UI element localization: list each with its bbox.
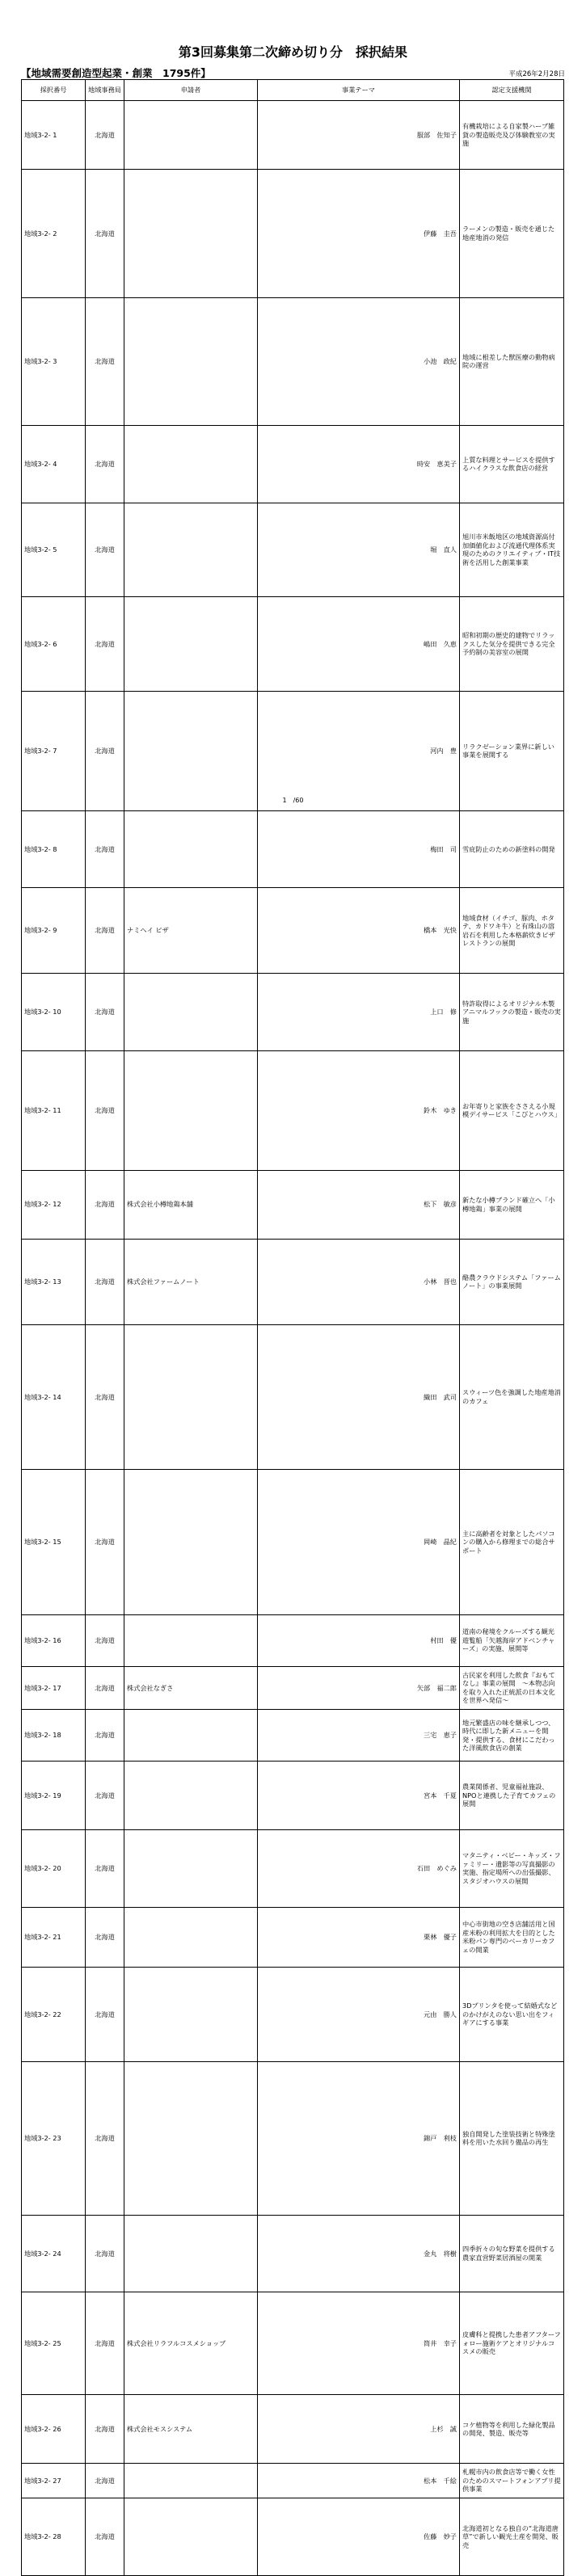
cell-organization xyxy=(124,503,258,597)
cell-office: 北海道 xyxy=(86,2498,124,2576)
page-number: 1 /60 xyxy=(282,797,304,804)
table-row xyxy=(22,2061,564,2215)
table-row xyxy=(22,1324,564,1470)
cell-person: 宮本 千夏 xyxy=(258,1762,460,1830)
cell-organization xyxy=(124,597,258,692)
cell-theme: マタニティ・ベビー・キッズ・ファミリー・遺影等の写真撮影の実施、指定場所への出張撮影、スタジオハウスの展開 xyxy=(460,1830,564,1908)
cell-person: 時安 恵美子 xyxy=(258,426,460,503)
cell-office: 北海道 xyxy=(86,1666,124,1710)
table-row xyxy=(22,1907,564,1968)
cell-office: 北海道 xyxy=(86,691,124,810)
table-row xyxy=(22,1470,564,1615)
cell-person: 鈴木 ゆき xyxy=(258,1050,460,1170)
cell-organization: 株式会社リラフルコスメショップ xyxy=(124,2292,258,2395)
cell-number: 地域3-2- 14 xyxy=(22,1324,86,1470)
cell-number: 地域3-2- 5 xyxy=(22,503,86,597)
header-applicant: 申請者 xyxy=(124,80,258,101)
cell-organization xyxy=(124,1050,258,1170)
cell-office: 北海道 xyxy=(86,170,124,298)
header-agency: 認定支援機関 xyxy=(460,80,564,101)
table-row xyxy=(22,810,564,888)
cell-office: 北海道 xyxy=(86,101,124,170)
cell-organization xyxy=(124,810,258,888)
cell-organization xyxy=(124,974,258,1051)
table-row xyxy=(22,1239,564,1324)
table-row xyxy=(22,1710,564,1762)
cell-theme: 札幌市内の飲食店等で働く女性のためのスマートフォンアプリ提供事業 xyxy=(460,2464,564,2498)
cell-theme: 農業関係者、児童福祉施設、NPOと連携した子育てカフェの展開 xyxy=(460,1762,564,1830)
cell-organization: 株式会社なぎさ xyxy=(124,1666,258,1710)
cell-office: 北海道 xyxy=(86,426,124,503)
cell-person: 岡崎 晶紀 xyxy=(258,1470,460,1615)
table-row xyxy=(22,597,564,692)
cell-person: 三宅 恵子 xyxy=(258,1710,460,1762)
cell-theme: 地元繁盛店の味を継承しつつ、時代に即した新メニューを開発・提供する、食材にこだわった洋風飲食店の創業 xyxy=(460,1710,564,1762)
cell-office: 北海道 xyxy=(86,974,124,1051)
table-row xyxy=(22,2292,564,2395)
cell-person: 元由 勝人 xyxy=(258,1968,460,2062)
cell-number: 地域3-2- 15 xyxy=(22,1470,86,1615)
cell-organization: ナミヘイ ピザ xyxy=(124,888,258,974)
table-row xyxy=(22,2464,564,2498)
cell-office: 北海道 xyxy=(86,1239,124,1324)
cell-office: 北海道 xyxy=(86,1050,124,1170)
cell-theme: 有機栽培による自家製ハーブ雑貨の製造販売及び体験教室の実施 xyxy=(460,101,564,170)
cell-theme: 主に高齢者を対象としたパソコンの購入から修理までの総合サポート xyxy=(460,1470,564,1615)
cell-person: 堀 直人 xyxy=(258,503,460,597)
cell-theme: リラクゼーション業界に新しい事業を展開する xyxy=(460,691,564,810)
table-row xyxy=(22,1170,564,1239)
cell-organization xyxy=(124,1762,258,1830)
cell-office: 北海道 xyxy=(86,2061,124,2215)
cell-office: 北海道 xyxy=(86,2395,124,2464)
cell-number: 地域3-2- 23 xyxy=(22,2061,86,2215)
cell-number: 地域3-2- 3 xyxy=(22,297,86,426)
cell-number: 地域3-2- 8 xyxy=(22,810,86,888)
table-row xyxy=(22,1666,564,1710)
cell-office: 北海道 xyxy=(86,1614,124,1666)
cell-organization: 株式会社ファームノート xyxy=(124,1239,258,1324)
cell-number: 地域3-2- 11 xyxy=(22,1050,86,1170)
cell-person: 筒井 幸子 xyxy=(258,2292,460,2395)
cell-theme: お年寄りと家族をささえる小規模デイサービス「こびとハウス」 xyxy=(460,1050,564,1170)
table-row xyxy=(22,2395,564,2464)
cell-number: 地域3-2- 7 xyxy=(22,691,86,810)
cell-office: 北海道 xyxy=(86,1907,124,1968)
cell-theme: 昭和初期の歴史的建物でリラックスした気分を提供できる完全予約制の美容室の展開 xyxy=(460,597,564,692)
cell-theme: 皮膚科と提携した患者アフターフォロー施術ケアとオリジナルコスメの販売 xyxy=(460,2292,564,2395)
cell-office: 北海道 xyxy=(86,503,124,597)
cell-person: 松下 敏彦 xyxy=(258,1170,460,1239)
table-row xyxy=(22,1614,564,1666)
cell-office: 北海道 xyxy=(86,1470,124,1615)
table-row xyxy=(22,101,564,170)
cell-theme: 酪農クラウドシステム「ファームノート」の事業展開 xyxy=(460,1239,564,1324)
cell-number: 地域3-2- 20 xyxy=(22,1830,86,1908)
cell-organization xyxy=(124,2464,258,2498)
cell-organization xyxy=(124,2061,258,2215)
table-row xyxy=(22,2215,564,2292)
cell-theme: 旭川市米飯地区の地域資源高付加価値化および流通代理体系実現のためのクリエイティブ・IT技術を活用した創業事業 xyxy=(460,503,564,597)
document-date: 平成26年2月28日 xyxy=(508,70,565,78)
cell-office: 北海道 xyxy=(86,2292,124,2395)
cell-office: 北海道 xyxy=(86,810,124,888)
cell-number: 地域3-2- 6 xyxy=(22,597,86,692)
cell-number: 地域3-2- 2 xyxy=(22,170,86,298)
header-office: 地域事務局 xyxy=(86,80,124,101)
cell-office: 北海道 xyxy=(86,1968,124,2062)
cell-theme: 新たな小樽ブランド確立へ「小樽地鶏」事業の展開 xyxy=(460,1170,564,1239)
table-row xyxy=(22,297,564,426)
cell-person: 嶋田 久恵 xyxy=(258,597,460,692)
cell-number: 地域3-2- 13 xyxy=(22,1239,86,1324)
cell-theme: 四季折々の旬な野菜を提供する農家直営野菜居酒屋の開業 xyxy=(460,2215,564,2292)
table-row xyxy=(22,1830,564,1908)
table-row xyxy=(22,170,564,298)
cell-theme: 中心市街地の空き店舗活用と国産米粉の利用拡大を目的とした米粉パン専門のベーカリーカフェの開業 xyxy=(460,1907,564,1968)
table-row xyxy=(22,2498,564,2576)
cell-organization xyxy=(124,1614,258,1666)
table-row xyxy=(22,974,564,1051)
header-no: 採択番号 xyxy=(22,80,86,101)
cell-number: 地域3-2- 27 xyxy=(22,2464,86,2498)
cell-number: 地域3-2- 21 xyxy=(22,1907,86,1968)
table-row xyxy=(22,426,564,503)
cell-number: 地域3-2- 17 xyxy=(22,1666,86,1710)
cell-number: 地域3-2- 10 xyxy=(22,974,86,1051)
cell-number: 地域3-2- 22 xyxy=(22,1968,86,2062)
cell-organization xyxy=(124,426,258,503)
cell-number: 地域3-2- 16 xyxy=(22,1614,86,1666)
cell-person: 橋本 光快 xyxy=(258,888,460,974)
cell-theme: 雪庇防止のための新塗料の開発 xyxy=(460,810,564,888)
cell-person: 小池 政紀 xyxy=(258,297,460,426)
cell-organization: 株式会社小樽地鶏本舗 xyxy=(124,1170,258,1239)
cell-theme: 北海道初となる独自の“北海道唐草”で新しい観光土産を開発、販売 xyxy=(460,2498,564,2576)
table-row xyxy=(22,503,564,597)
cell-theme: 道南の秘境をクルーズする観光遊覧船「矢越海岸アドベンチャーズ」の実施、展開等 xyxy=(460,1614,564,1666)
cell-office: 北海道 xyxy=(86,1170,124,1239)
header-theme: 事業テーマ xyxy=(258,80,460,101)
cell-office: 北海道 xyxy=(86,1762,124,1830)
cell-organization xyxy=(124,1907,258,1968)
page-title: 第3回募集第二次締め切り分 採択結果 xyxy=(178,44,408,60)
cell-person: 河内 豊 xyxy=(258,691,460,810)
cell-person: 栗林 優子 xyxy=(258,1907,460,1968)
cell-office: 北海道 xyxy=(86,597,124,692)
cell-number: 地域3-2- 1 xyxy=(22,101,86,170)
cell-organization xyxy=(124,297,258,426)
table-header-row xyxy=(22,80,564,101)
cell-theme: コケ植物等を利用した緑化製品の開発、製造、販売等 xyxy=(460,2395,564,2464)
cell-person: 松本 千絵 xyxy=(258,2464,460,2498)
cell-person: 梅田 司 xyxy=(258,810,460,888)
cell-person: 小林 晋也 xyxy=(258,1239,460,1324)
cell-organization xyxy=(124,2498,258,2576)
cell-theme: 上質な料理とサービスを提供するハイクラスな飲食店の経営 xyxy=(460,426,564,503)
cell-organization xyxy=(124,101,258,170)
table-row xyxy=(22,1762,564,1830)
cell-office: 北海道 xyxy=(86,2215,124,2292)
cell-theme: 独自開発した塗装技術と特殊塗料を用いた水回り備品の再生 xyxy=(460,2061,564,2215)
cell-theme: 特許取得によるオリジナル木製アニマルフックの製造・販売の実施 xyxy=(460,974,564,1051)
cell-number: 地域3-2- 18 xyxy=(22,1710,86,1762)
cell-number: 地域3-2- 25 xyxy=(22,2292,86,2395)
cell-theme: スウィーツ色を強調した地産地消のカフェ xyxy=(460,1324,564,1470)
cell-number: 地域3-2- 26 xyxy=(22,2395,86,2464)
cell-organization: 株式会社モスシステム xyxy=(124,2395,258,2464)
cell-person: 村田 優 xyxy=(258,1614,460,1666)
section-subtitle: 【地域需要創造型起業・創業 1795件】 xyxy=(21,67,211,79)
cell-number: 地域3-2- 28 xyxy=(22,2498,86,2576)
cell-number: 地域3-2- 24 xyxy=(22,2215,86,2292)
cell-office: 北海道 xyxy=(86,2464,124,2498)
cell-number: 地域3-2- 19 xyxy=(22,1762,86,1830)
cell-person: 石田 めぐみ xyxy=(258,1830,460,1908)
cell-person: 佐藤 妙子 xyxy=(258,2498,460,2576)
table-row xyxy=(22,1968,564,2062)
cell-theme: 3Dプリンタを使って結婚式などのかけがえのない思い出をフィギアにする事業 xyxy=(460,1968,564,2062)
cell-theme: 地域食材（イチゴ、豚肉、ホタテ、カドワキ牛）と有珠山の溶岩石を利用した本格薪炊きピザレストランの展開 xyxy=(460,888,564,974)
cell-organization xyxy=(124,1470,258,1615)
cell-person: 服部 佐知子 xyxy=(258,101,460,170)
cell-organization xyxy=(124,1830,258,1908)
cell-theme: ラーメンの製造・販売を通じた地産地消の発信 xyxy=(460,170,564,298)
cell-organization xyxy=(124,170,258,298)
cell-organization xyxy=(124,2215,258,2292)
cell-theme: 地域に根差した獣医療の動物病院の運営 xyxy=(460,297,564,426)
cell-person: 錦戸 利枝 xyxy=(258,2061,460,2215)
cell-organization xyxy=(124,1324,258,1470)
cell-office: 北海道 xyxy=(86,1830,124,1908)
cell-organization xyxy=(124,1710,258,1762)
table-body xyxy=(22,101,564,2576)
cell-number: 地域3-2- 4 xyxy=(22,426,86,503)
cell-office: 北海道 xyxy=(86,1324,124,1470)
cell-person: 織田 武司 xyxy=(258,1324,460,1470)
results-table xyxy=(21,79,564,2576)
cell-person: 上口 修 xyxy=(258,974,460,1051)
cell-person: 伊藤 圭吾 xyxy=(258,170,460,298)
cell-number: 地域3-2- 12 xyxy=(22,1170,86,1239)
cell-office: 北海道 xyxy=(86,888,124,974)
cell-theme: 古民家を利用した飲食『おもてなし』事業の展開 ～本物志向を取り入れた正統派の日本文化を世界へ発信～ xyxy=(460,1666,564,1710)
cell-organization xyxy=(124,1968,258,2062)
cell-person: 上杉 誠 xyxy=(258,2395,460,2464)
cell-person: 矢部 福二郎 xyxy=(258,1666,460,1710)
table-row xyxy=(22,691,564,810)
cell-number: 地域3-2- 9 xyxy=(22,888,86,974)
cell-office: 北海道 xyxy=(86,1710,124,1762)
table-row xyxy=(22,888,564,974)
cell-office: 北海道 xyxy=(86,297,124,426)
cell-person: 金丸 将樹 xyxy=(258,2215,460,2292)
cell-organization xyxy=(124,691,258,810)
table-row xyxy=(22,1050,564,1170)
